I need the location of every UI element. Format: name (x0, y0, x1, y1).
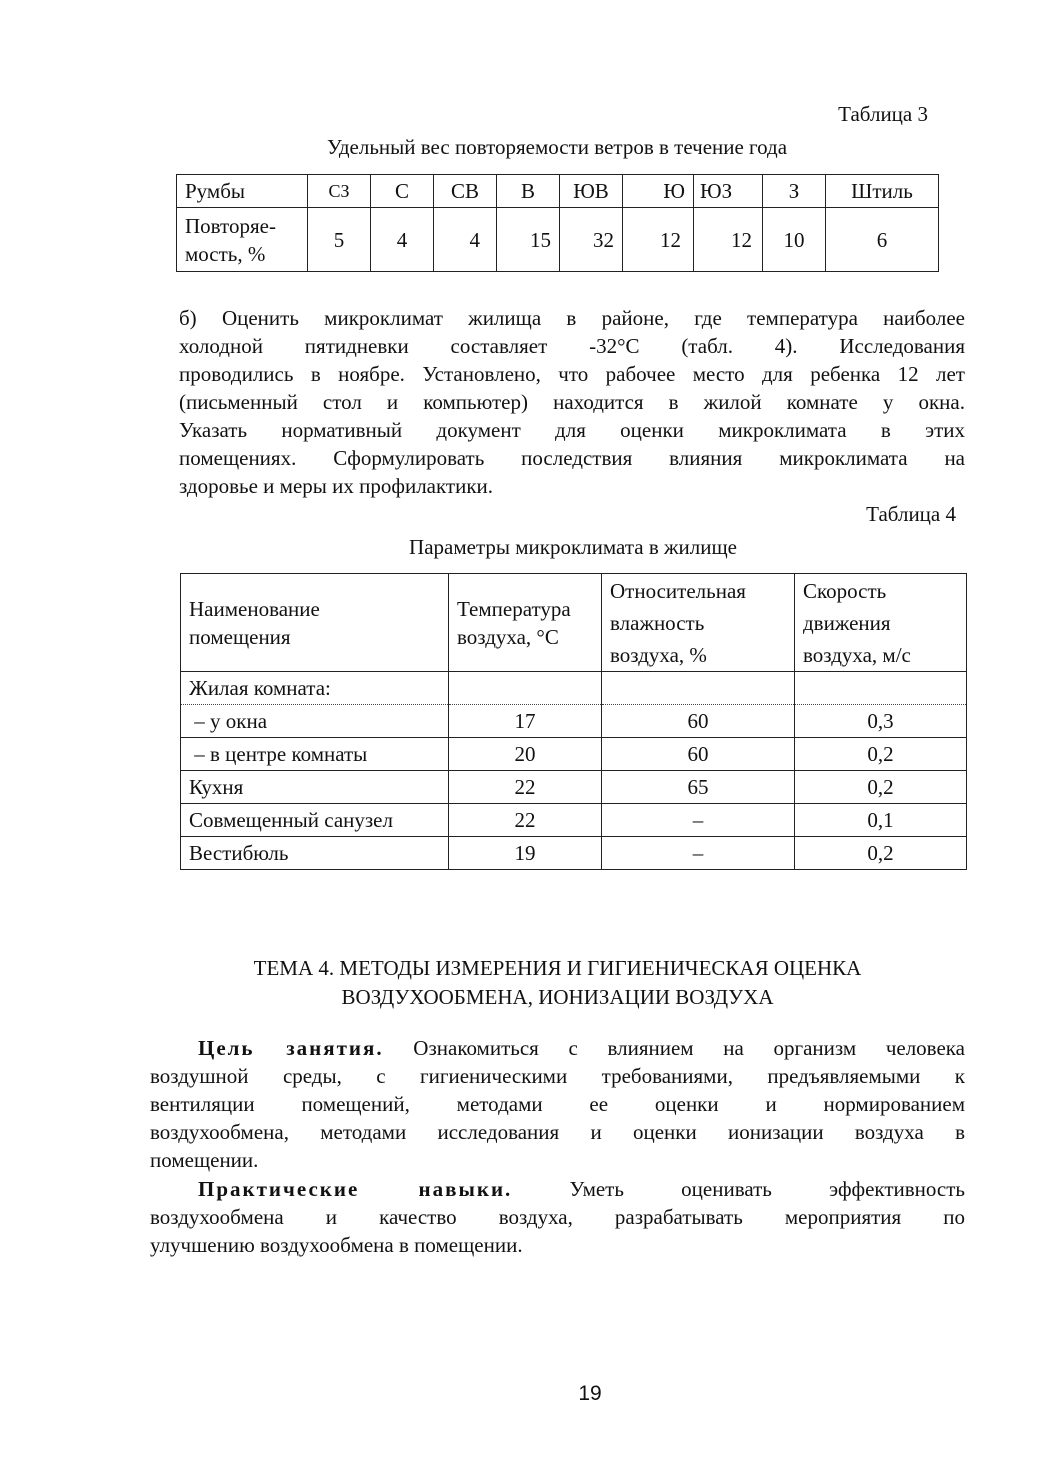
paragraph-line: Указать нормативный документ для оценки микроклимата в этих (179, 418, 965, 442)
goal-label: Цель занятия. (198, 1036, 384, 1060)
paragraph-line: помещении. (150, 1148, 259, 1172)
header-line: Температура (457, 596, 571, 621)
header-name-cell (181, 574, 449, 672)
paragraph-line: проводились в ноябре. Установлено, что рабочее место для ребенка 12 лет (179, 362, 965, 386)
table-cell: – (602, 837, 795, 870)
header-line: помещения (189, 624, 291, 649)
table-cell: 32 (560, 208, 623, 272)
row-label-line: Повторяе- (185, 213, 276, 238)
header-line: движения (803, 610, 891, 635)
header-line: Скорость (803, 578, 887, 603)
table-cell: – в центре комнаты (181, 738, 449, 771)
table-row (177, 208, 939, 272)
table-cell: 0,1 (795, 804, 967, 837)
table-cell: 60 (602, 705, 795, 738)
header-line: воздуха, м/с (803, 642, 911, 667)
header-temp-cell (449, 574, 602, 672)
table-row (181, 672, 967, 705)
table-header-cell: Румбы (177, 175, 308, 208)
table-header-cell: В (497, 175, 560, 208)
table-header-cell: СВ (434, 175, 497, 208)
table4 (180, 573, 967, 870)
table-cell: 12 (623, 208, 694, 272)
paragraph-first-line (150, 1034, 965, 1062)
table-cell: Жилая комната: (181, 672, 449, 705)
table4-title: Параметры микроклимата в жилище (409, 535, 737, 559)
table-cell (602, 672, 795, 705)
paragraph-line: здоровье и меры их профилактики. (179, 474, 494, 498)
table-cell: 4 (434, 208, 497, 272)
header-speed-cell (795, 574, 967, 672)
table-cell: 22 (449, 771, 602, 804)
heading-line: ВОЗДУХООБМЕНА, ИОНИЗАЦИИ ВОЗДУХА (341, 985, 774, 1009)
table-header-cell: ЮВ (560, 175, 623, 208)
paragraph-line: воздухообмена, методами исследования и оценки ионизации воздуха в (150, 1120, 965, 1144)
header-line: воздуха, °С (457, 624, 559, 649)
row-label-cell (177, 208, 308, 272)
table-cell (449, 672, 602, 705)
table-cell: 5 (308, 208, 371, 272)
header-humidity-cell (602, 574, 795, 672)
skills-label: Практические навыки. (198, 1177, 513, 1201)
paragraph-first-line (150, 1175, 965, 1203)
skills-first-line: Уметь оценивать эффективность (512, 1177, 965, 1201)
table-cell (795, 672, 967, 705)
table-cell: 17 (449, 705, 602, 738)
table-cell: 6 (826, 208, 939, 272)
table-row (177, 175, 939, 208)
table-cell: 19 (449, 837, 602, 870)
paragraph-line: б) Оценить микроклимат жилища в районе, где температура наиболее (179, 306, 965, 330)
table-cell: – (602, 804, 795, 837)
table-row (181, 837, 967, 870)
table-cell: 0,2 (795, 738, 967, 771)
table-header-cell: ЮЗ (694, 175, 763, 208)
paragraph-line: помещениях. Сформулировать последствия влияния микроклимата на (179, 446, 965, 470)
table-header-cell: СЗ (308, 175, 371, 208)
table-cell: Совмещенный санузел (181, 804, 449, 837)
row-label-line: мость, % (185, 241, 266, 266)
table-cell: 22 (449, 804, 602, 837)
table-cell: 20 (449, 738, 602, 771)
table-cell: 10 (763, 208, 826, 272)
topic-heading (150, 954, 965, 1012)
table-row (181, 705, 967, 738)
task-b-paragraph (179, 304, 965, 500)
table-header-cell: Ю (623, 175, 694, 208)
table-header-cell: З (763, 175, 826, 208)
header-line: влажность (610, 610, 705, 635)
table-cell: 0,2 (795, 837, 967, 870)
paragraph-line: (письменный стол и компьютер) находится в жилой комнате у окна. (179, 390, 965, 414)
table-header-cell: Штиль (826, 175, 939, 208)
table-header-row (181, 574, 967, 672)
table-cell: 0,2 (795, 771, 967, 804)
table3 (176, 174, 939, 272)
table-row (181, 804, 967, 837)
paragraph-line: воздушной среды, с гигиеническими требованиями, предъявляемыми к (150, 1064, 965, 1088)
heading-line: ТЕМА 4. МЕТОДЫ ИЗМЕРЕНИЯ И ГИГИЕНИЧЕСКАЯ ОЦЕНКА (253, 956, 862, 980)
header-line: Наименование (189, 596, 320, 621)
table-cell: 12 (694, 208, 763, 272)
paragraph-line: воздухообмена и качество воздуха, разрабатывать мероприятия по (150, 1205, 965, 1229)
table-cell: 60 (602, 738, 795, 771)
skills-paragraph (150, 1175, 965, 1259)
paragraph-line: улучшению воздухообмена в помещении. (150, 1233, 523, 1257)
table-cell: – у окна (181, 705, 449, 738)
goal-paragraph (150, 1034, 965, 1174)
table3-title: Удельный вес повторяемости ветров в течение года (326, 135, 788, 159)
table-cell: 0,3 (795, 705, 967, 738)
table3-label: Таблица 3 (838, 102, 928, 126)
paragraph-line: вентиляции помещений, методами ее оценки и нормированием (150, 1092, 965, 1116)
table-cell: 65 (602, 771, 795, 804)
table-header-cell: С (371, 175, 434, 208)
table-cell: Вестибюль (181, 837, 449, 870)
paragraph-line: холодной пятидневки составляет -32°С (табл. 4). Исследования (179, 334, 965, 358)
table-cell: Кухня (181, 771, 449, 804)
table-cell: 4 (371, 208, 434, 272)
header-line: воздуха, % (610, 642, 707, 667)
page-number: 19 (578, 1382, 602, 1405)
goal-first-line: Ознакомиться с влиянием на организм человека (383, 1036, 965, 1060)
header-line: Относительная (610, 578, 746, 603)
table4-label: Таблица 4 (866, 502, 956, 526)
table-row (181, 771, 967, 804)
table-cell: 15 (497, 208, 560, 272)
table-row (181, 738, 967, 771)
